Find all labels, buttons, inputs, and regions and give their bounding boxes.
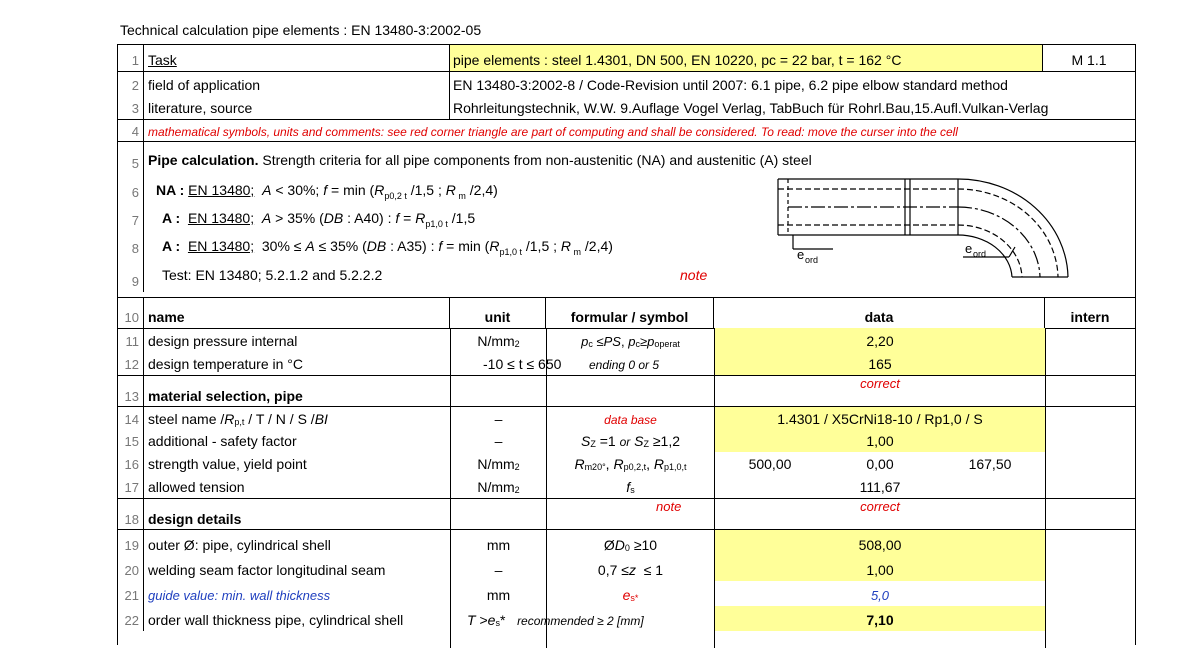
note-link[interactable]: note: [680, 267, 708, 283]
allowed-tension-formula: f $_s$: [626, 479, 635, 495]
header-formula: formular / symbol: [546, 298, 714, 328]
order-thickness-formula: T > e $_s$ * recommended ≥ 2 [mm]: [467, 612, 644, 628]
temperature-label: design temperature in °C: [148, 356, 304, 372]
steel-value[interactable]: 1.4301 / X5CrNi18-10 / Rp1,0 / S: [715, 407, 1045, 430]
a-criterion-2: A : EN 13480; 30% ≤ A ≤ 35% (DB : A35) : $f = \min (R_{p1,0 t}$ /1,5 ; R $_m$ /2,4): [162, 238, 613, 257]
row-number: 14: [118, 407, 144, 430]
task-value[interactable]: pipe elements : steel 1.4301, DN 500, EN 10220, pc = 22 bar, t = 162 °C: [450, 45, 1043, 71]
order-thickness-value[interactable]: 7,10: [715, 606, 1045, 631]
safety-factor-label: additional - safety factor: [148, 433, 297, 449]
row-number: 11: [118, 328, 144, 352]
row-number: 3: [118, 95, 144, 119]
temperature-ending: ending 0 or 5: [589, 358, 660, 372]
row-19: [118, 529, 1135, 556]
row-14: [118, 406, 1135, 430]
steel-name-label: steel name / R $_{p,t}$ / T / N / S / BI: [148, 411, 328, 427]
a-prefix: A :: [162, 210, 181, 226]
temperature-range: -10 ≤ t ≤ 650: [483, 356, 562, 372]
document-title: Technical calculation pipe elements : EN 13480-3:2002-05: [120, 22, 482, 38]
row-number: 17: [118, 475, 144, 498]
row-2: [118, 71, 1135, 96]
weld-factor-value[interactable]: 1,00: [715, 555, 1045, 581]
na-criterion: NA : EN 13480; A < 30%; $f = \min (R_{p0,2 t}$ /1,5 ; R $_m$ /2,4): [156, 182, 498, 201]
pipe-calc-heading: [148, 152, 812, 168]
material-status: correct: [860, 376, 900, 391]
row-13: [118, 375, 1135, 407]
pressure-label: design pressure internal: [148, 333, 298, 349]
row-number: 12: [118, 352, 144, 375]
row-3: [118, 95, 1135, 119]
allowed-tension-unit: N/mm $_2$: [477, 479, 520, 495]
row-number: 1: [118, 45, 144, 71]
row-number: 16: [118, 452, 144, 475]
strength-unit: N/mm $_2$: [477, 456, 520, 472]
safety-factor-formula: S $_Z$ =1 or S $_Z$ ≥1,2: [580, 433, 681, 449]
guide-thickness-formula: e $_s$ *: [622, 587, 639, 603]
strength-rp10: 167,50: [968, 456, 1012, 472]
row-21: [118, 581, 1135, 606]
pressure-value[interactable]: 2,20: [715, 328, 1045, 352]
design-status: correct: [860, 499, 900, 514]
literature-value: Rohrleitungstechnik, W.W. 9.Auflage Vogel Verlag, TabBuch für Rohrl.Bau,15.Aufl.Vulkan-Verlag: [453, 100, 1049, 116]
header-intern: intern: [1070, 309, 1110, 325]
guide-thickness-value: 5,0: [870, 588, 890, 603]
task-label[interactable]: Task: [145, 45, 450, 71]
row-number: 20: [118, 555, 144, 581]
row-number: 15: [118, 429, 144, 452]
row-number: 2: [118, 72, 144, 96]
row-20: [118, 555, 1135, 581]
database-link[interactable]: data base: [604, 413, 657, 427]
row-number: 13: [118, 376, 144, 407]
en-reference: EN 13480;: [188, 182, 255, 198]
row-number: 7: [118, 203, 144, 231]
row-22: [118, 606, 1135, 631]
eord-label-elbow: e: [965, 241, 973, 256]
row-16: [118, 452, 1135, 475]
weld-factor-formula: 0,7 ≤ z ≤ 1: [597, 562, 664, 578]
eord-label-pipe: e: [797, 247, 805, 262]
strength-formula: R $_{m20^\circ}$ , R $_{p0,2,t}$ , R $_{p1,0,t}$: [574, 456, 687, 472]
safety-factor-unit: –: [494, 433, 503, 449]
test-reference: Test: EN 13480; 5.2.1.2 and 5.2.2.2: [162, 267, 383, 283]
field-label: field of application: [145, 72, 450, 96]
header-unit: unit: [450, 298, 546, 328]
material-section-heading: material selection, pipe: [148, 388, 303, 404]
guide-thickness-unit: mm: [486, 587, 511, 603]
spreadsheet: [117, 44, 1136, 645]
eord-sub-elbow: ord: [973, 249, 987, 259]
literature-label: literature, source: [145, 95, 450, 119]
row-number: 5: [118, 142, 144, 174]
row-number: 19: [118, 530, 144, 556]
row-number: 4: [118, 120, 144, 142]
design-details-heading: design details: [148, 511, 242, 527]
symbols-note: mathematical symbols, units and comments: see red corner triangle are part of computing and shall be considered. To read: move the curser into the cell: [148, 125, 958, 139]
header-data: data: [714, 298, 1045, 328]
na-prefix: NA :: [156, 182, 185, 198]
steel-unit: –: [494, 411, 503, 427]
row-number: 22: [118, 606, 144, 631]
row-number: 9: [118, 259, 144, 292]
strength-rm20: 500,00: [748, 456, 792, 472]
outer-diameter-label: outer Ø: pipe, cylindrical shell: [148, 537, 331, 553]
row-number: 21: [118, 581, 144, 606]
allowed-tension-value: 111,67: [859, 479, 901, 495]
pipe-calc-title: Pipe calculation.: [148, 152, 259, 168]
model-code: M 1.1: [1071, 52, 1107, 68]
row-number: 8: [118, 231, 144, 259]
row-18: [118, 498, 1135, 530]
weld-factor-unit: –: [494, 562, 503, 578]
pressure-unit: N/mm $_2$: [477, 333, 520, 349]
outer-diameter-unit: mm: [486, 537, 511, 553]
a-criterion-1: A : EN 13480; A > 35% (DB : A40) : $f = R_{p1,0 t}$ /1,5: [162, 210, 476, 229]
eord-sub-pipe: ord: [805, 255, 819, 265]
table-body: [118, 328, 1135, 648]
pipe-elbow-diagram: [773, 177, 1073, 279]
header-name: name: [145, 298, 450, 328]
pipe-calc-text: Strength criteria for all pipe components from non-austenitic (NA) and austenitic (A) steel: [258, 152, 812, 168]
row-number: 18: [118, 499, 144, 530]
row-number: 10: [118, 298, 144, 328]
row-17: [118, 475, 1135, 498]
strength-label: strength value, yield point: [148, 456, 307, 472]
row-1: [118, 45, 1135, 71]
pressure-formula: p c ≤ PS , p c ≥ p operat: [581, 334, 680, 349]
temperature-value[interactable]: 165: [715, 352, 1045, 375]
row-12: [118, 352, 1135, 375]
en-reference: EN 13480;: [187, 210, 255, 226]
row-number: 6: [118, 174, 144, 203]
strength-rp02: 0,00: [866, 456, 894, 472]
order-thickness-label: order wall thickness pipe, cylindrical shell: [148, 612, 404, 628]
row-11: [118, 328, 1135, 352]
field-value: EN 13480-3:2002-8 / Code-Revision until 2007: 6.1 pipe, 6.2 pipe elbow standard method: [453, 77, 1008, 93]
a-prefix: A :: [162, 238, 181, 254]
guide-thickness-label: guide value: min. wall thickness: [148, 588, 331, 603]
row-15: [118, 429, 1135, 452]
row-4: [118, 119, 1135, 142]
safety-factor-value[interactable]: 1,00: [715, 429, 1045, 452]
outer-diameter-formula: Ø D $_0$ ≥10: [603, 537, 658, 553]
design-note-link[interactable]: note: [656, 499, 682, 514]
weld-factor-label: welding seam factor longitudinal seam: [148, 562, 386, 578]
en-reference: EN 13480;: [187, 238, 255, 254]
table-header: [118, 297, 1135, 329]
outer-diameter-value[interactable]: 508,00: [715, 530, 1045, 556]
allowed-tension-label: allowed tension: [148, 479, 245, 495]
